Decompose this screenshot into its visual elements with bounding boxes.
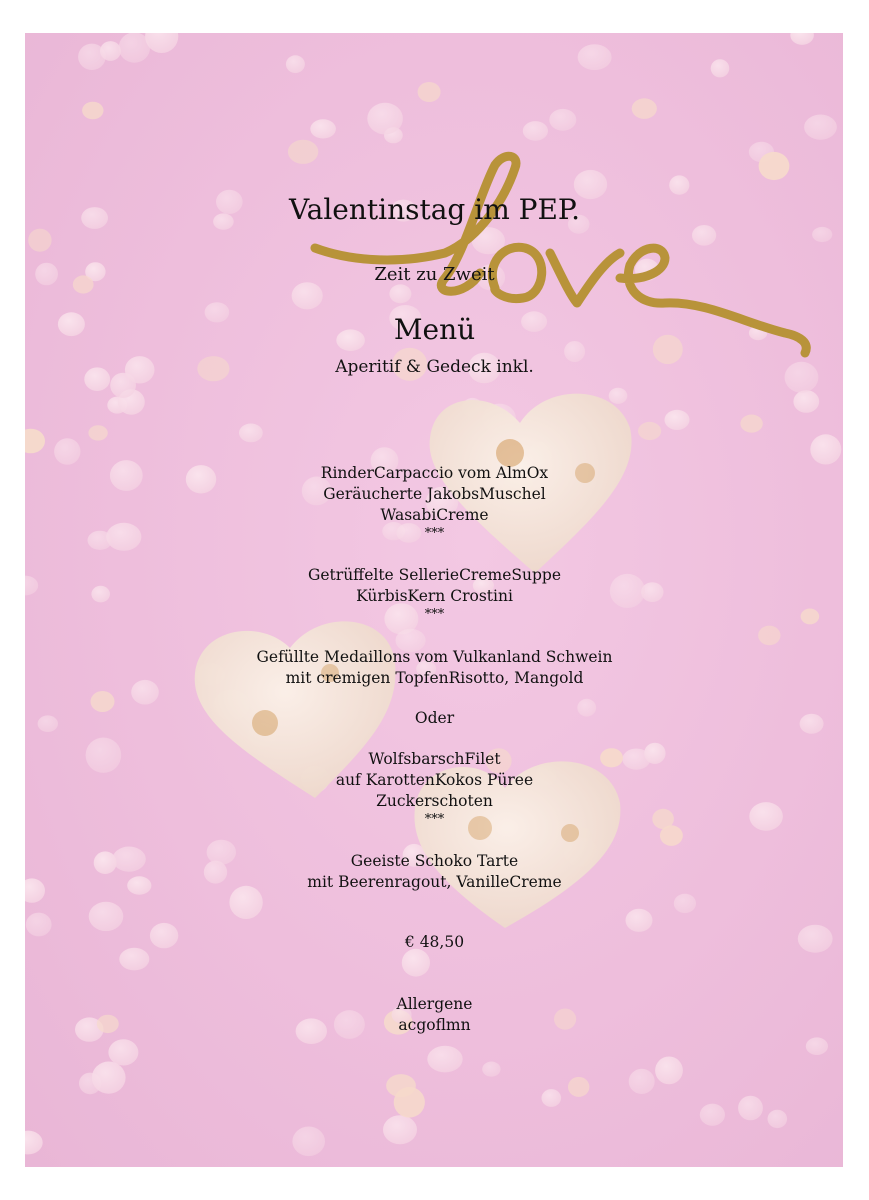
confetti-dot — [790, 33, 814, 45]
confetti-dot — [711, 59, 730, 77]
confetti-dot — [25, 429, 45, 454]
confetti-dot — [523, 121, 548, 141]
confetti-dot — [738, 1096, 763, 1121]
confetti-dot — [482, 1062, 500, 1077]
confetti-dot — [386, 1074, 416, 1097]
course-main-fish — [0, 749, 869, 828]
confetti-dot — [629, 1069, 655, 1094]
aperitif-note: Aperitif & Gedeck inkl. — [335, 357, 534, 377]
course-dessert — [0, 851, 869, 893]
confetti-dot — [669, 175, 689, 194]
course-separator: *** — [424, 812, 445, 827]
confetti-dot — [626, 909, 653, 932]
confetti-dot — [145, 33, 178, 53]
dish-line: Getrüffelte SellerieCremeSuppe — [308, 566, 561, 584]
confetti-dot — [759, 152, 790, 180]
dish-line: Geeiste Schoko Tarte — [350, 852, 519, 870]
confetti-dot — [286, 55, 305, 73]
confetti-dot — [54, 438, 80, 464]
confetti-dot — [542, 1089, 562, 1107]
confetti-dot — [100, 41, 121, 61]
confetti-dot — [665, 410, 690, 430]
poster-title: Valentinstag im PEP. — [288, 193, 581, 226]
confetti-dot — [806, 1037, 828, 1055]
confetti-dot — [28, 229, 51, 252]
confetti-dot — [700, 1104, 725, 1126]
confetti-dot — [655, 1057, 683, 1085]
confetti-dot — [119, 33, 150, 63]
confetti-dot — [632, 98, 657, 119]
confetti-dot — [692, 225, 716, 246]
confetti-dot — [578, 44, 612, 70]
confetti-dot — [25, 1131, 43, 1155]
confetti-dot — [108, 1039, 138, 1065]
price-label: € 48,50 — [404, 933, 465, 951]
confetti-dot — [638, 422, 661, 440]
dish-line: KürbisKern Crostini — [356, 587, 513, 605]
confetti-dot — [418, 82, 441, 102]
course-soup — [0, 565, 869, 623]
course-separator: *** — [424, 607, 445, 622]
menu-heading: Menü — [393, 313, 476, 346]
confetti-dot — [92, 1062, 126, 1094]
confetti-dot — [292, 282, 323, 309]
course-separator: *** — [424, 526, 445, 541]
dish-line: Gefüllte Medaillons vom Vulkanland Schwein — [256, 648, 613, 666]
confetti-dot — [88, 425, 107, 440]
confetti-dot — [568, 1077, 589, 1097]
confetti-dot — [89, 902, 124, 931]
course-starter — [0, 463, 869, 542]
dish-line: auf KarottenKokos Püree — [335, 771, 534, 789]
confetti-dot — [310, 119, 336, 138]
dish-line: Zuckerschoten — [376, 792, 493, 810]
allergens-codes: acgoflmn — [398, 1016, 471, 1034]
poster-subtitle: Zeit zu Zweit — [374, 264, 495, 285]
confetti-dot — [812, 227, 832, 242]
confetti-dot — [674, 894, 696, 913]
confetti-dot — [768, 1110, 788, 1128]
confetti-dot — [389, 284, 411, 303]
menu-price — [0, 932, 869, 953]
dish-line: Oder — [414, 709, 455, 727]
confetti-dot — [609, 388, 628, 404]
confetti-dot — [804, 115, 837, 140]
confetti-dot — [288, 140, 318, 164]
confetti-dot — [740, 415, 762, 433]
allergens-info — [0, 994, 869, 1036]
confetti-dot — [367, 103, 403, 135]
confetti-dot — [758, 626, 780, 646]
confetti-dot — [383, 1115, 417, 1144]
dish-line: WolfsbarschFilet — [368, 750, 501, 768]
course-or — [0, 708, 869, 729]
dish-line: Geräucherte JakobsMuschel — [323, 485, 546, 503]
confetti-dot — [810, 434, 841, 464]
dish-line: mit cremigen TopfenRisotto, Mangold — [285, 669, 584, 687]
confetti-dot — [427, 1046, 462, 1073]
confetti-dot — [549, 109, 576, 131]
dish-line: mit Beerenragout, VanilleCreme — [307, 873, 562, 891]
allergens-label: Allergene — [396, 995, 473, 1013]
confetti-dot — [239, 424, 263, 443]
dish-line: WasabiCreme — [380, 506, 489, 524]
confetti-dot — [82, 102, 103, 120]
course-main-pork — [0, 647, 869, 689]
confetti-dot — [292, 1127, 325, 1157]
confetti-dot — [793, 390, 819, 413]
dish-line: RinderCarpaccio vom AlmOx — [320, 464, 549, 482]
